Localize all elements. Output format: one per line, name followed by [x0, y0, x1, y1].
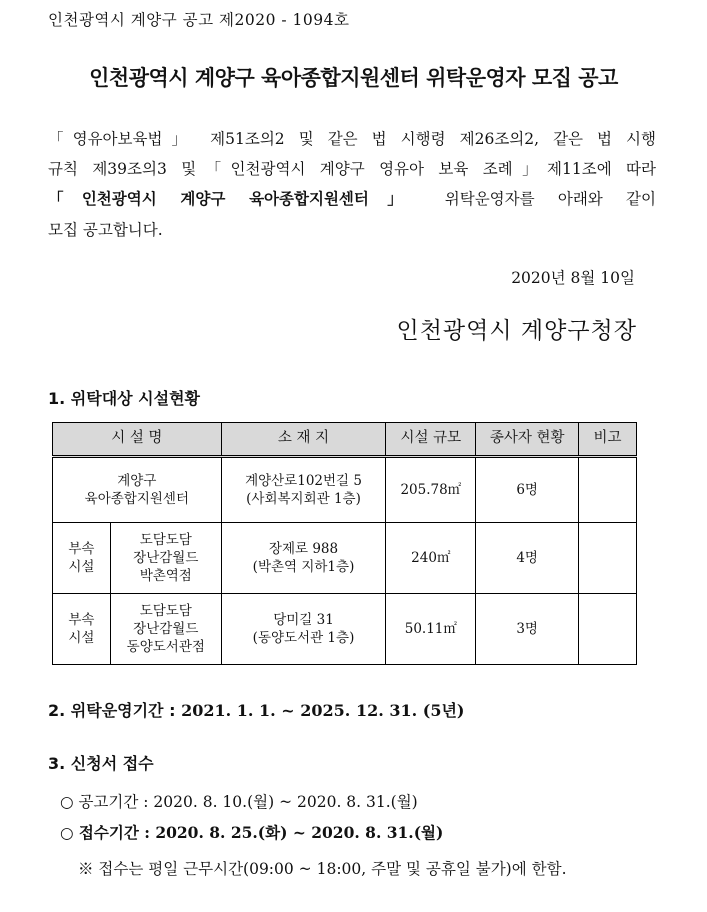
cell-address: 당미길 31 (동양도서관 1층) [221, 594, 386, 665]
table-row [53, 457, 637, 523]
table-row [53, 523, 637, 594]
intro-line-1: 「영유아보육법」 제51조의2 및 같은 법 시행령 제26조의2, 같은 법 시행 [48, 130, 656, 148]
intro-line-3-rest: 위탁운영자를 아래와 같이 [444, 190, 656, 208]
cell-staff: 4명 [476, 523, 579, 594]
cell-size: 205.78㎡ [386, 457, 476, 523]
section-3-heading: 3. 신청서 접수 [48, 754, 154, 773]
cell-address: 장제로 988 (박촌역 지하1층) [221, 523, 386, 594]
cell-type: 부속 시설 [53, 594, 111, 665]
announcement-period: ○ 공고기간 : 2020. 8. 10.(월) ~ 2020. 8. 31.(월) [60, 793, 418, 811]
table-header-row [53, 423, 637, 457]
table-row [53, 594, 637, 665]
cell-note [579, 523, 637, 594]
cell-size: 50.11㎡ [386, 594, 476, 665]
center-name-bold: 「인천광역시 계양구 육아종합지원센터」 [48, 189, 422, 208]
cell-note [579, 594, 637, 665]
cell-name: 도담도담 장난감월드 박촌역점 [110, 523, 221, 594]
header-size: 시설 규모 [386, 423, 476, 457]
header-note: 비고 [579, 423, 637, 457]
section-2-heading: 2. 위탁운영기간 : [48, 701, 176, 720]
facility-table [52, 422, 637, 665]
notice-date: 2020년 8월 10일 [511, 269, 635, 287]
cell-name: 도담도담 장난감월드 동양도서관점 [110, 594, 221, 665]
intro-line-4: 모집 공고합니다. [48, 221, 163, 239]
section-2 [48, 698, 465, 721]
cell-staff: 3명 [476, 594, 579, 665]
cell-name: 계양구 육아종합지원센터 [53, 457, 222, 523]
section-1-heading: 1. 위탁대상 시설현황 [48, 389, 200, 408]
application-note: ※ 접수는 평일 근무시간(09:00 ~ 18:00, 주말 및 공휴일 불가)에 한함. [78, 860, 567, 878]
cell-staff: 6명 [476, 457, 579, 523]
intro-line-2: 규칙 제39조의3 및「인천광역시 계양구 영유아 보육 조례」제11조에 따라 [48, 160, 656, 178]
cell-size: 240㎡ [386, 523, 476, 594]
cell-note [579, 457, 637, 523]
cell-type: 부속 시설 [53, 523, 111, 594]
operation-period: 2021. 1. 1. ~ 2025. 12. 31. (5년) [181, 701, 465, 720]
cell-address: 계양산로102번길 5 (사회복지회관 1층) [221, 457, 386, 523]
header-staff: 종사자 현황 [476, 423, 579, 457]
notice-number: 인천광역시 계양구 공고 제2020 - 1094호 [48, 11, 350, 29]
issuer-name: 인천광역시 계양구청장 [396, 318, 637, 344]
application-period: ○ 접수기간 : 2020. 8. 25.(화) ~ 2020. 8. 31.(월) [60, 823, 444, 842]
header-address: 소 재 지 [221, 423, 386, 457]
header-facility-name: 시 설 명 [53, 423, 222, 457]
intro-line-3 [48, 187, 656, 209]
document-title: 인천광역시 계양구 육아종합지원센터 위탁운영자 모집 공고 [89, 66, 618, 90]
